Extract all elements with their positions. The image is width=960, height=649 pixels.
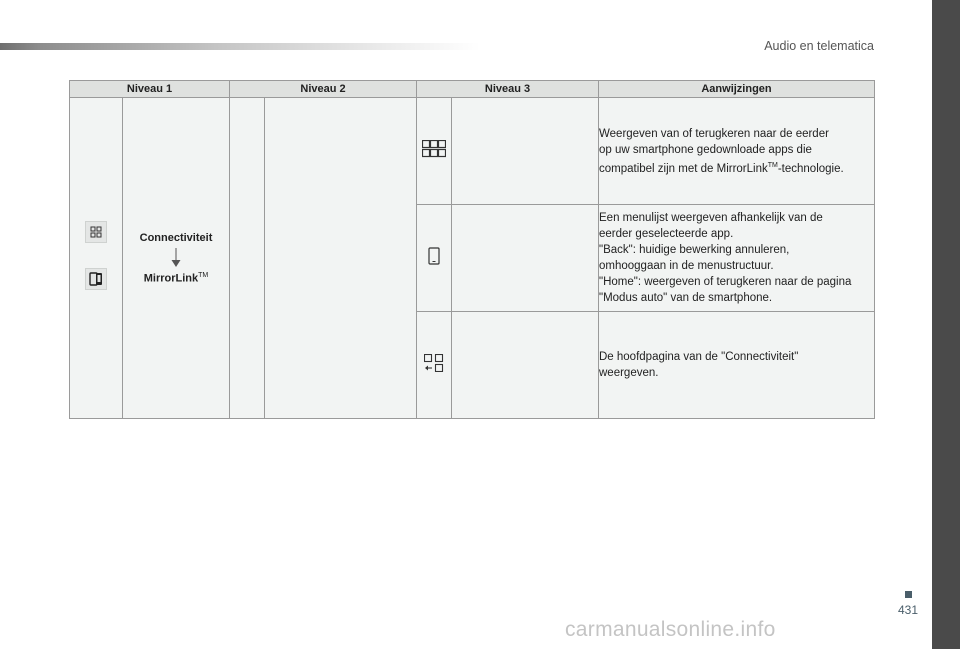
- menu-table: [69, 80, 875, 419]
- mirrorlink-icon: [85, 268, 107, 295]
- level1-icon-cell: [70, 98, 123, 419]
- level2-icon-cell: [230, 98, 265, 419]
- page-number: 431: [898, 603, 919, 617]
- instruction-cell: Een menulijst weergeven afhankelijk van de eerder geselecteerde app. "Back": huidige bewerking annuleren, omhooggaan in de menustructuur. "Home": weergeven of terugkeren naar de pagina "Modus auto" van de smartphone.: [599, 205, 875, 312]
- column-header-niveau-2: Niveau 2: [230, 81, 417, 98]
- column-header-aanwijzingen: Aanwijzingen: [599, 81, 875, 98]
- side-strip: [932, 0, 960, 649]
- level2-label-cell: [265, 98, 417, 419]
- instruction-cell: Weergeven van of terugkeren naar de eerder op uw smartphone gedownloade apps die compatibel zijn met de MirrorLink™-technologie.: [599, 98, 875, 205]
- smartphone-icon: [428, 247, 440, 270]
- column-header-niveau-1: Niveau 1: [70, 81, 230, 98]
- level3-label-cell: [452, 98, 599, 205]
- connectivity-label: Connectiviteit: [139, 231, 213, 244]
- table-row: [70, 98, 875, 205]
- connectivity-icon: [85, 221, 107, 248]
- page-marker: [905, 591, 912, 598]
- level3-label-cell: [452, 205, 599, 312]
- arrow-down-icon: [123, 248, 229, 268]
- section-title: Audio en telematica: [764, 39, 874, 53]
- header-gradient-bar: [0, 43, 480, 50]
- mirrorlink-label: MirrorLink™: [143, 271, 209, 285]
- watermark: carmanualsonline.info: [565, 618, 776, 641]
- level3-icon-cell: [417, 98, 452, 205]
- apps-grid-icon: [422, 140, 446, 163]
- level3-icon-cell: [417, 205, 452, 312]
- column-header-niveau-3: Niveau 3: [417, 81, 599, 98]
- instruction-cell: De hoofdpagina van de "Connectiviteit" weergeven.: [599, 312, 875, 419]
- level3-label-cell: [452, 312, 599, 419]
- table-header-row: [70, 81, 875, 98]
- connectivity-home-icon: [424, 354, 444, 377]
- level3-icon-cell: [417, 312, 452, 419]
- level1-label-cell: [123, 98, 230, 419]
